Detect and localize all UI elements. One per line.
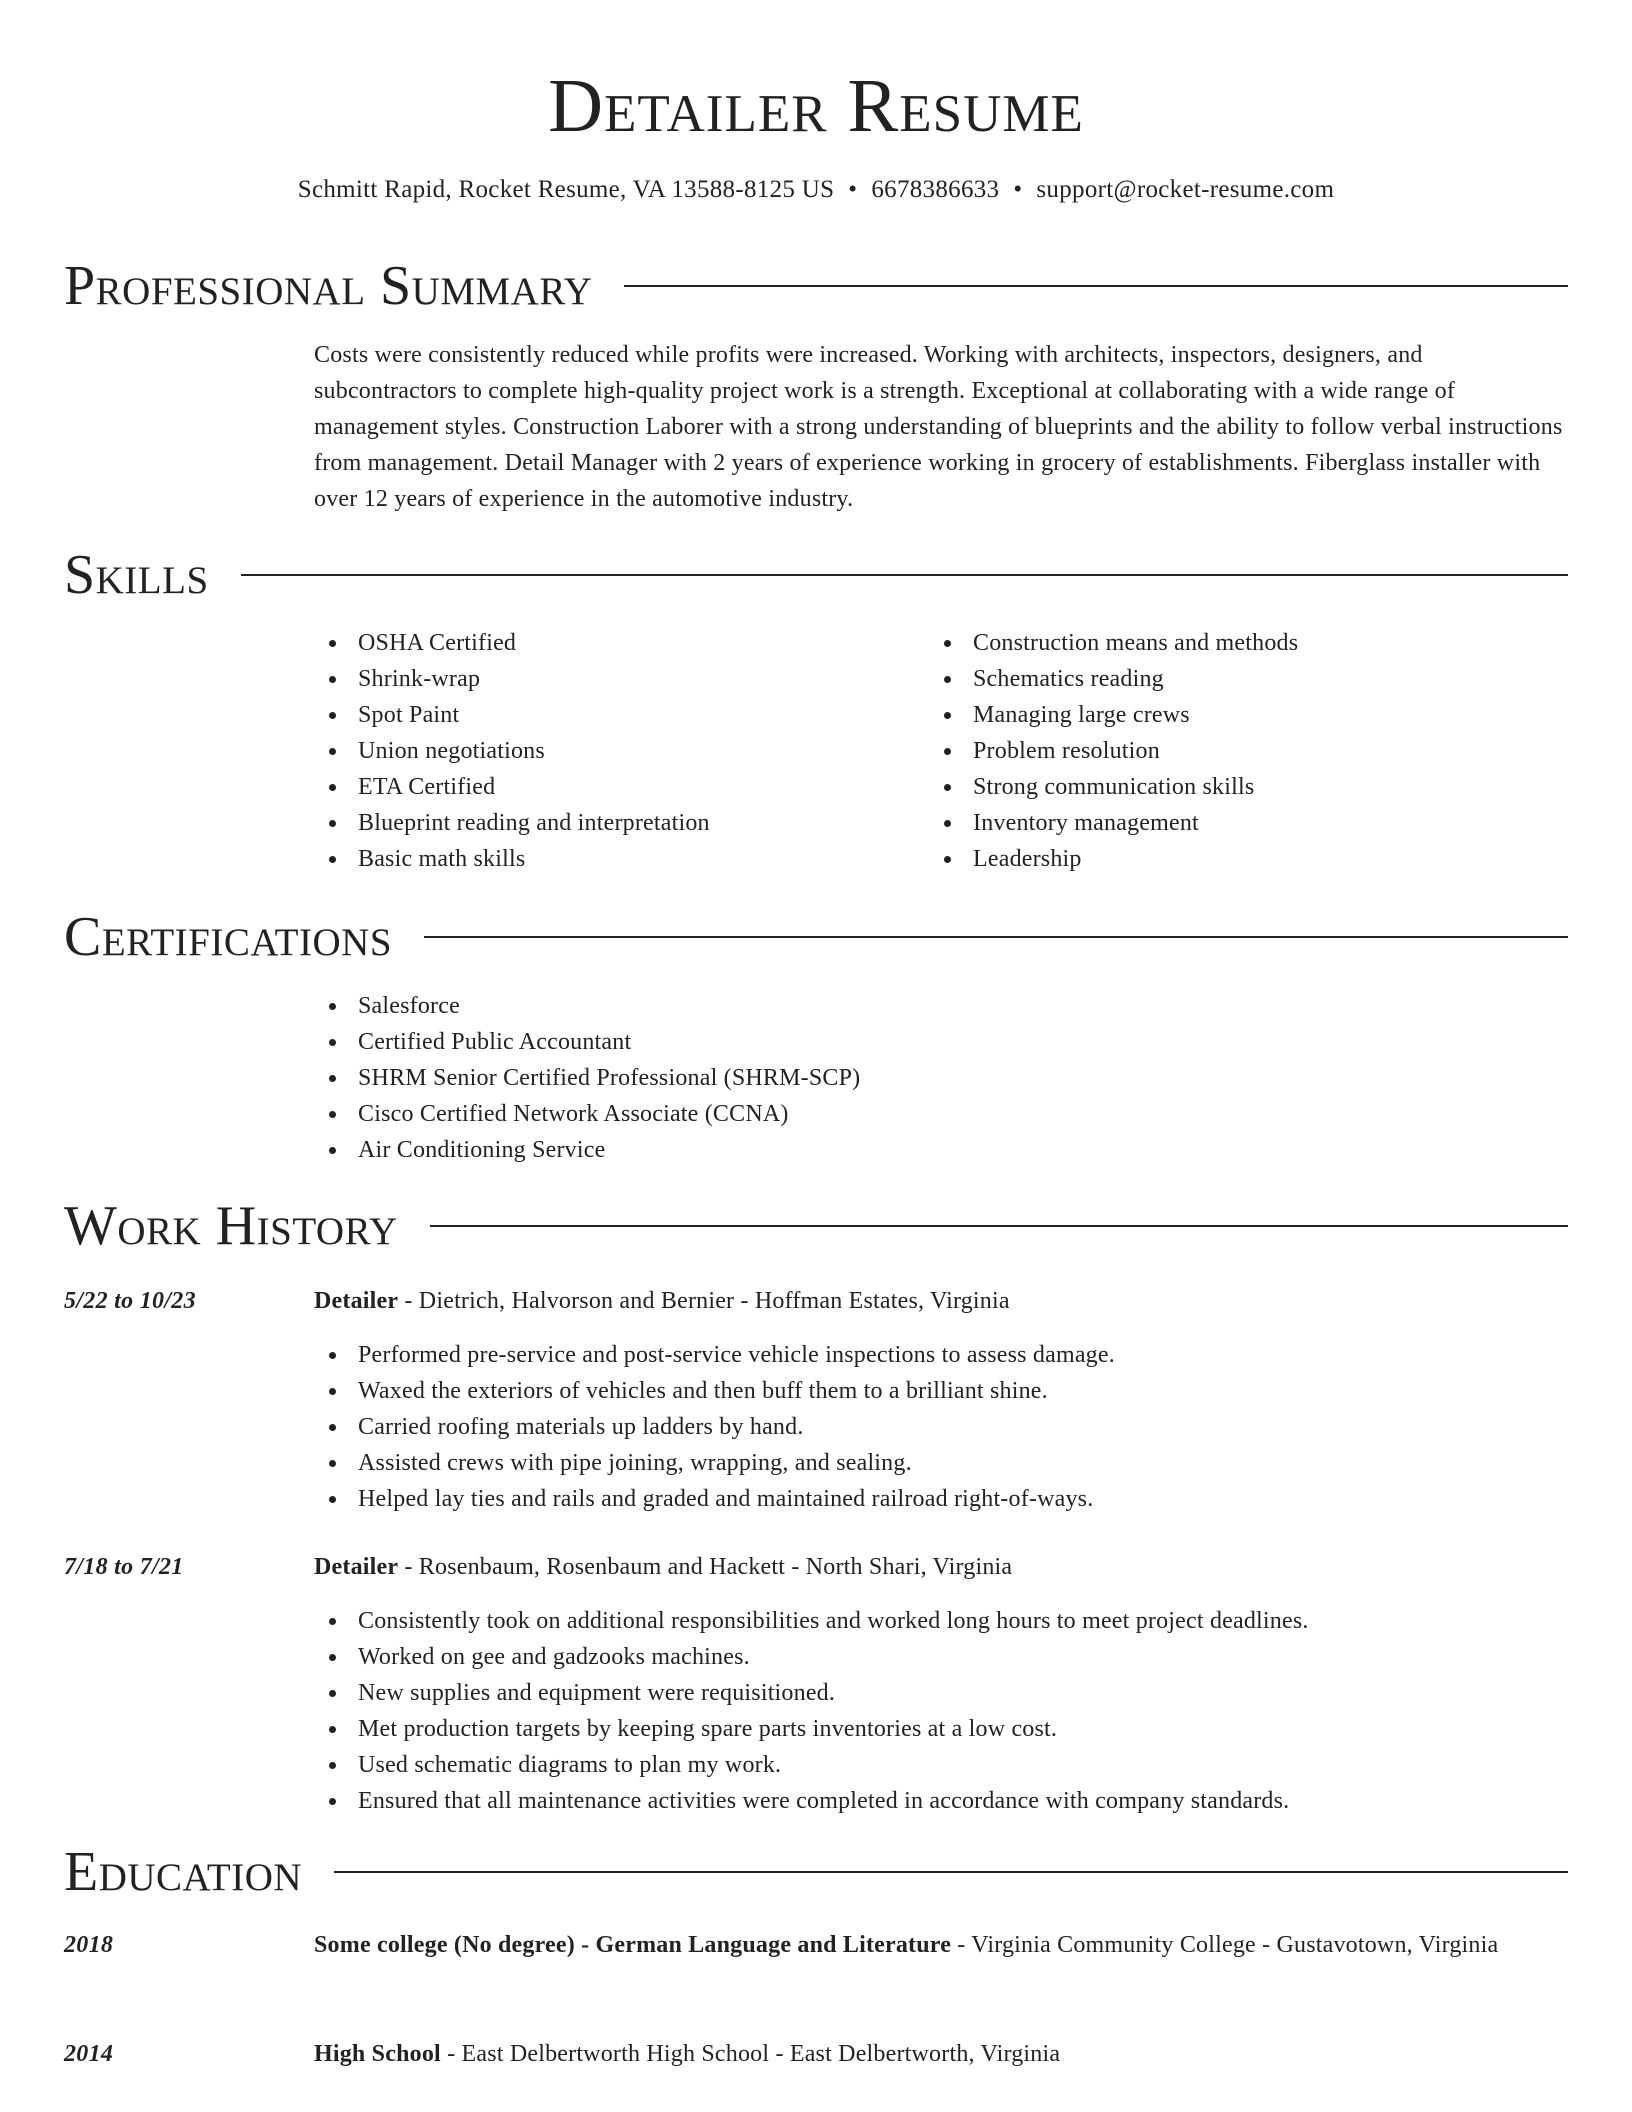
section-header-work-history	[64, 1196, 1568, 1256]
skill-item: Leadership	[929, 841, 1298, 877]
skills-left-column	[314, 625, 710, 877]
job-employer: - Dietrich, Halvorson and Bernier - Hoffman Estates, Virginia	[398, 1288, 1010, 1314]
skill-item: Construction means and methods	[929, 625, 1298, 661]
job-title: Detailer	[314, 1554, 399, 1580]
contact-separator: •	[1013, 176, 1023, 203]
certification-item: Air Conditioning Service	[314, 1132, 860, 1168]
certifications-list	[314, 988, 860, 1168]
job-heading	[314, 1283, 1568, 1319]
job-bullet: Worked on gee and gadzooks machines.	[314, 1639, 1309, 1675]
education-school: - East Delbertworth High School - East Delbertworth, Virginia	[440, 2041, 1061, 2067]
contact-separator: •	[848, 176, 858, 203]
job-bullet: Helped lay ties and rails and graded and maintained railroad right-of-ways.	[314, 1481, 1115, 1517]
skill-item: ETA Certified	[314, 769, 710, 805]
skill-item: Shrink-wrap	[314, 661, 710, 697]
skill-item: Managing large crews	[929, 697, 1298, 733]
job-employer: - Rosenbaum, Rosenbaum and Hackett - North Shari, Virginia	[398, 1554, 1013, 1580]
skill-item: Problem resolution	[929, 733, 1298, 769]
skill-item: Schematics reading	[929, 661, 1298, 697]
page-title: Detailer Resume	[548, 64, 1084, 148]
section-header-skills	[64, 545, 1568, 605]
job-heading	[314, 1549, 1568, 1585]
contact-phone: 6678386633	[871, 176, 1000, 203]
education-year: 2014	[64, 2041, 114, 2067]
section-header-education	[64, 1842, 1568, 1902]
section-title-summary: Professional Summary	[64, 255, 593, 317]
section-divider	[624, 285, 1568, 287]
section-divider	[430, 1225, 1568, 1227]
education-degree: Some college (No degree) - German Language and Literature	[314, 1932, 952, 1958]
job-bullet: Carried roofing materials up ladders by hand.	[314, 1409, 1115, 1445]
contact-line	[0, 174, 1632, 206]
certification-item: Certified Public Accountant	[314, 1024, 860, 1060]
section-divider	[241, 574, 1568, 576]
contact-address: Schmitt Rapid, Rocket Resume, VA 13588-8125 US	[297, 176, 835, 203]
job-bullet: Assisted crews with pipe joining, wrapping, and sealing.	[314, 1445, 1115, 1481]
job-title: Detailer	[314, 1288, 399, 1314]
skill-item: Basic math skills	[314, 841, 710, 877]
education-entry	[314, 1927, 1568, 1963]
job-dates: 7/18 to 7/21	[64, 1554, 184, 1580]
job-bullet: Consistently took on additional responsibilities and worked long hours to meet project deadlines.	[314, 1603, 1309, 1639]
certification-item: Salesforce	[314, 988, 860, 1024]
skill-item: Union negotiations	[314, 733, 710, 769]
skills-right-column	[929, 625, 1298, 877]
education-entry	[314, 2036, 1568, 2072]
job-bullets	[314, 1337, 1115, 1517]
job-bullet: Used schematic diagrams to plan my work.	[314, 1747, 1309, 1783]
section-header-certifications	[64, 907, 1568, 967]
job-bullet: Ensured that all maintenance activities were completed in accordance with company standards.	[314, 1783, 1309, 1819]
contact-email: support@rocket-resume.com	[1036, 176, 1335, 203]
certification-item: Cisco Certified Network Associate (CCNA)	[314, 1096, 860, 1132]
certification-item: SHRM Senior Certified Professional (SHRM-SCP)	[314, 1060, 860, 1096]
section-header-summary	[64, 256, 1568, 316]
skill-item: Blueprint reading and interpretation	[314, 805, 710, 841]
section-divider	[424, 936, 1568, 938]
section-title-work-history: Work History	[64, 1195, 398, 1257]
skill-item: OSHA Certified	[314, 625, 710, 661]
education-school: - Virginia Community College - Gustavotown, Virginia	[951, 1932, 1499, 1958]
section-title-education: Education	[64, 1841, 303, 1903]
section-title-skills: Skills	[64, 544, 209, 606]
job-bullets	[314, 1603, 1309, 1819]
job-bullet: New supplies and equipment were requisitioned.	[314, 1675, 1309, 1711]
section-title-certifications: Certifications	[64, 906, 393, 968]
job-bullet: Performed pre-service and post-service vehicle inspections to assess damage.	[314, 1337, 1115, 1373]
job-bullet: Met production targets by keeping spare parts inventories at a low cost.	[314, 1711, 1309, 1747]
skill-item: Strong communication skills	[929, 769, 1298, 805]
summary-text: Costs were consistently reduced while profits were increased. Working with architects, inspectors, designers, and subcontractors to complete high-quality project work is a strength. Exceptional at collaborating with a wide range of management styles. Construction Laborer with a strong understanding of blueprints and the ability to follow verbal instructions from management. Detail Manager with 2 years of experience working in grocery of establishments. Fiberglass installer with over 12 years of experience in the automotive industry.	[314, 342, 1563, 512]
skill-item: Spot Paint	[314, 697, 710, 733]
section-divider	[334, 1871, 1568, 1873]
education-year: 2018	[64, 1932, 114, 1958]
education-degree: High School	[314, 2041, 441, 2067]
skill-item: Inventory management	[929, 805, 1298, 841]
job-dates: 5/22 to 10/23	[64, 1288, 196, 1314]
job-bullet: Waxed the exteriors of vehicles and then buff them to a brilliant shine.	[314, 1373, 1115, 1409]
